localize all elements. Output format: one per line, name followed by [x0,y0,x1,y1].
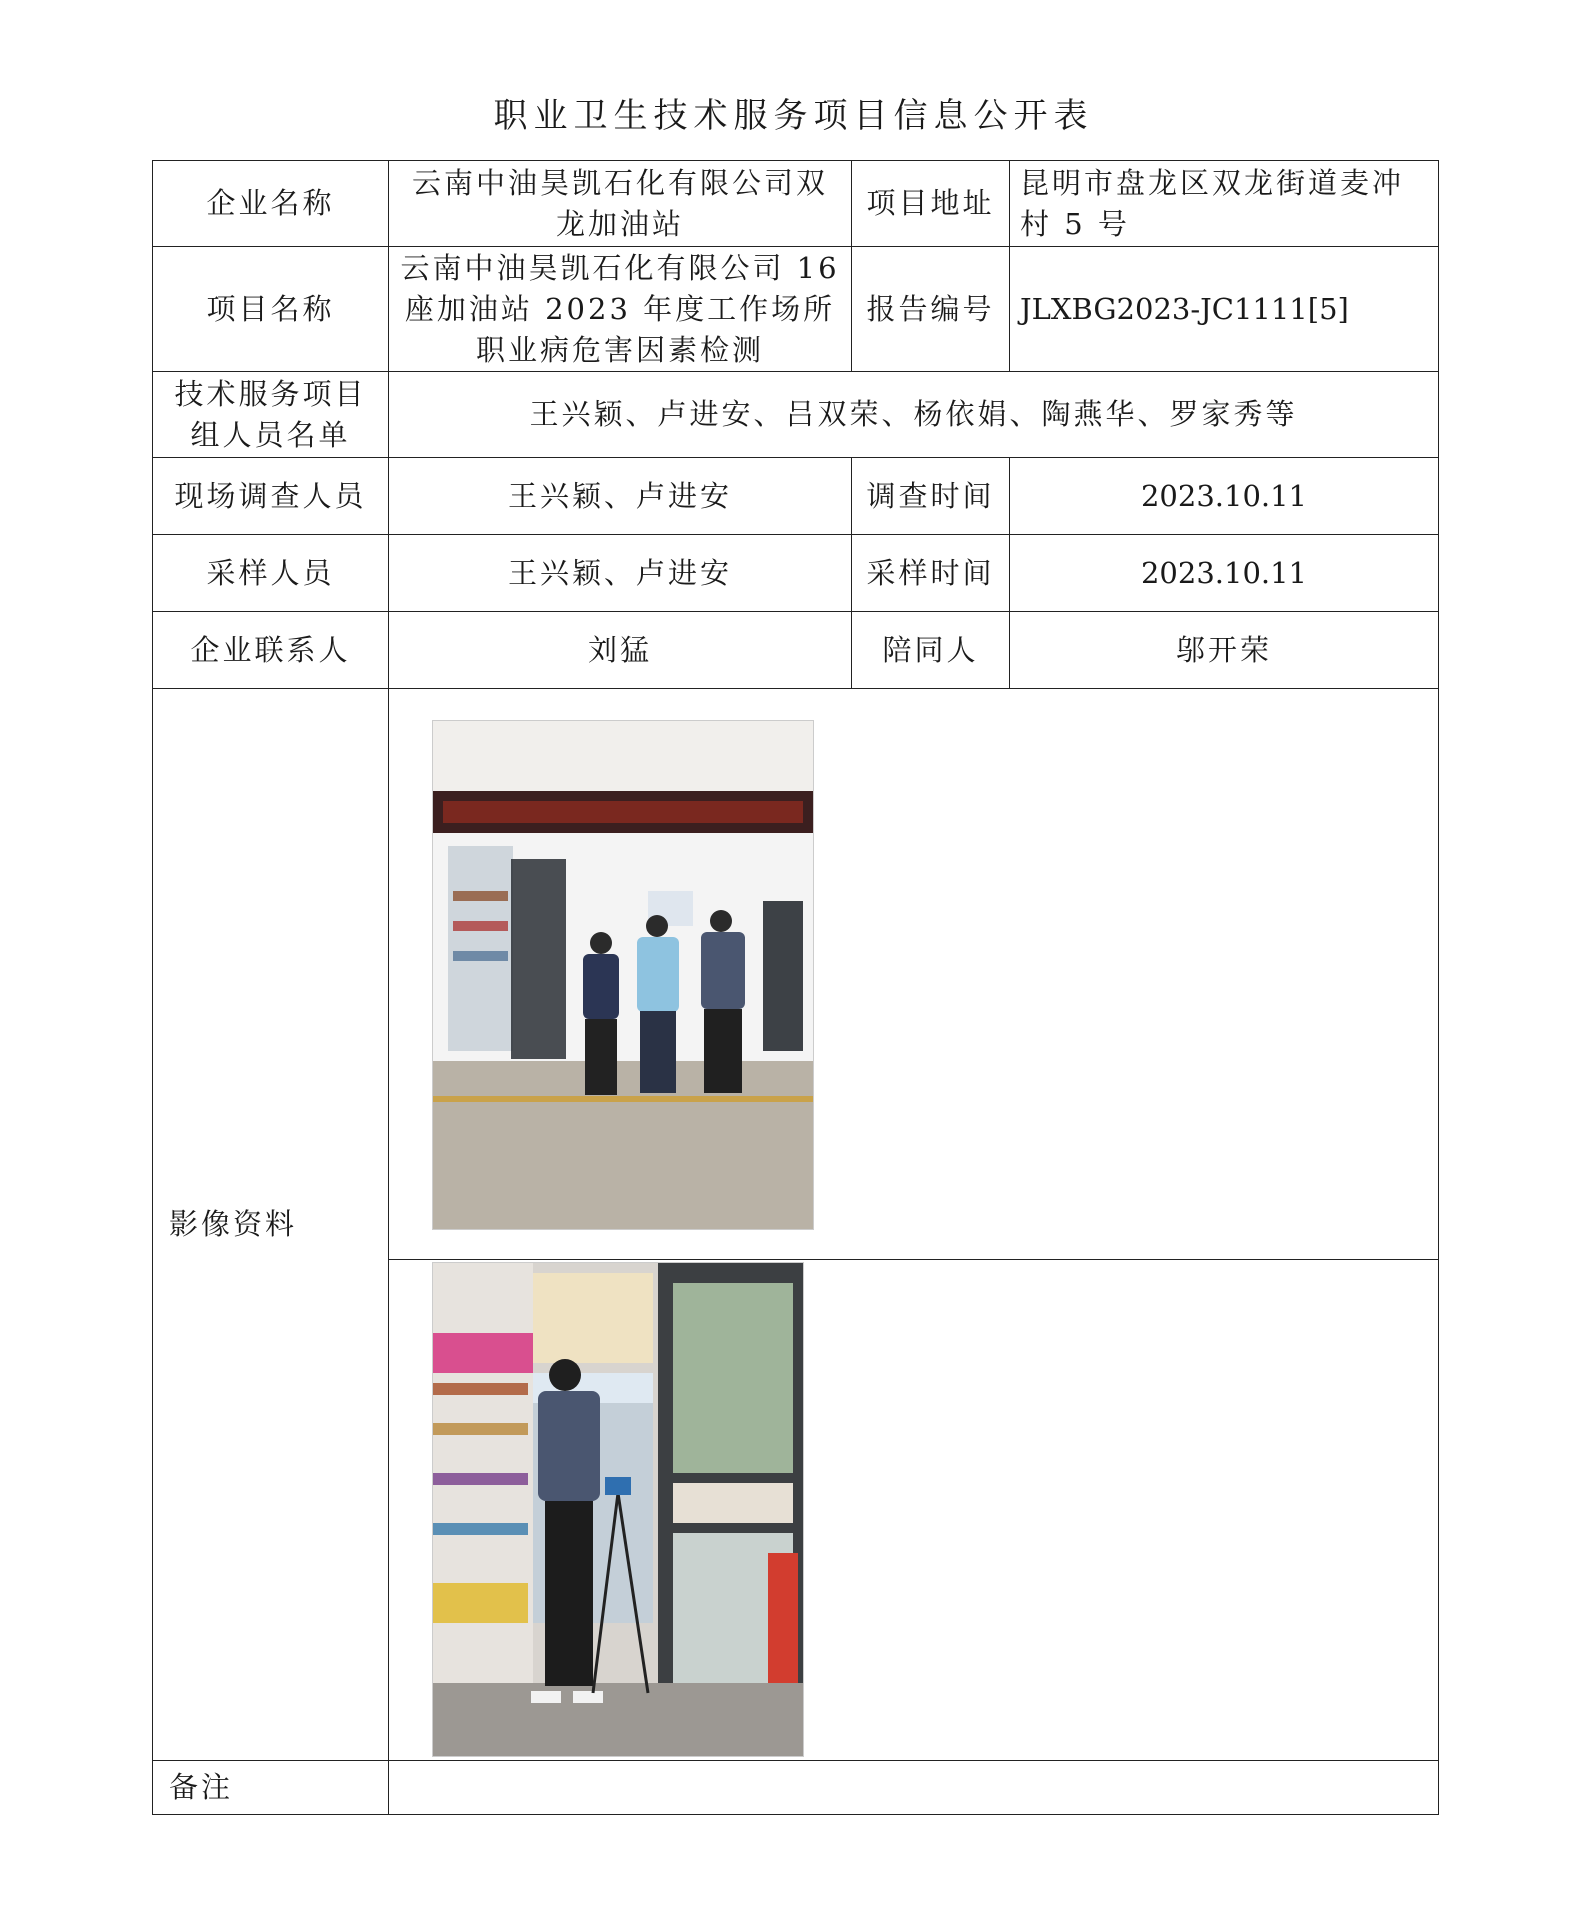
sampling-time-value: 2023.10.11 [1010,535,1439,612]
photo-station-front [432,720,814,1230]
report-value: JLXBG2023-JC1111[5] [1010,247,1439,372]
survey-value: 王兴颖、卢进安 [389,458,852,535]
row-contact [153,612,1439,689]
survey-time-value: 2023.10.11 [1010,458,1439,535]
company-label: 企业名称 [153,161,389,247]
row-team [153,372,1439,458]
remarks-value [389,1761,1439,1815]
row-media-1 [153,689,1439,1260]
contact-value: 刘猛 [389,612,852,689]
info-table [152,160,1439,1815]
row-sampling [153,535,1439,612]
company-value: 云南中油昊凯石化有限公司双龙加油站 [389,161,852,247]
project-label: 项目名称 [153,247,389,372]
photo-sampling [432,1262,804,1757]
row-company [153,161,1439,247]
media-label: 影像资料 [153,689,389,1761]
media-cell-1 [389,689,1439,1260]
sampling-time-label: 采样时间 [852,535,1010,612]
sampling-value: 王兴颖、卢进安 [389,535,852,612]
team-value: 王兴颖、卢进安、吕双荣、杨依娟、陶燕华、罗家秀等 [389,372,1439,458]
sampling-label: 采样人员 [153,535,389,612]
row-remarks [153,1761,1439,1815]
survey-time-label: 调查时间 [852,458,1010,535]
media-cell-2 [389,1260,1439,1761]
photo-sampling-image [433,1263,803,1756]
page-title: 职业卫生技术服务项目信息公开表 [493,96,1094,136]
survey-label: 现场调查人员 [153,458,389,535]
photo-station-front-image [433,721,813,1229]
report-label: 报告编号 [852,247,1010,372]
team-label: 技术服务项目组人员名单 [153,372,389,458]
escort-value: 邬开荣 [1010,612,1439,689]
contact-label: 企业联系人 [153,612,389,689]
row-survey [153,458,1439,535]
address-label: 项目地址 [852,161,1010,247]
project-value: 云南中油昊凯石化有限公司 16 座加油站 2023 年度工作场所职业病危害因素检测 [389,247,852,372]
remarks-label: 备注 [153,1761,389,1815]
address-value: 昆明市盘龙区双龙街道麦冲村 5 号 [1010,161,1439,247]
row-project [153,247,1439,372]
escort-label: 陪同人 [852,612,1010,689]
